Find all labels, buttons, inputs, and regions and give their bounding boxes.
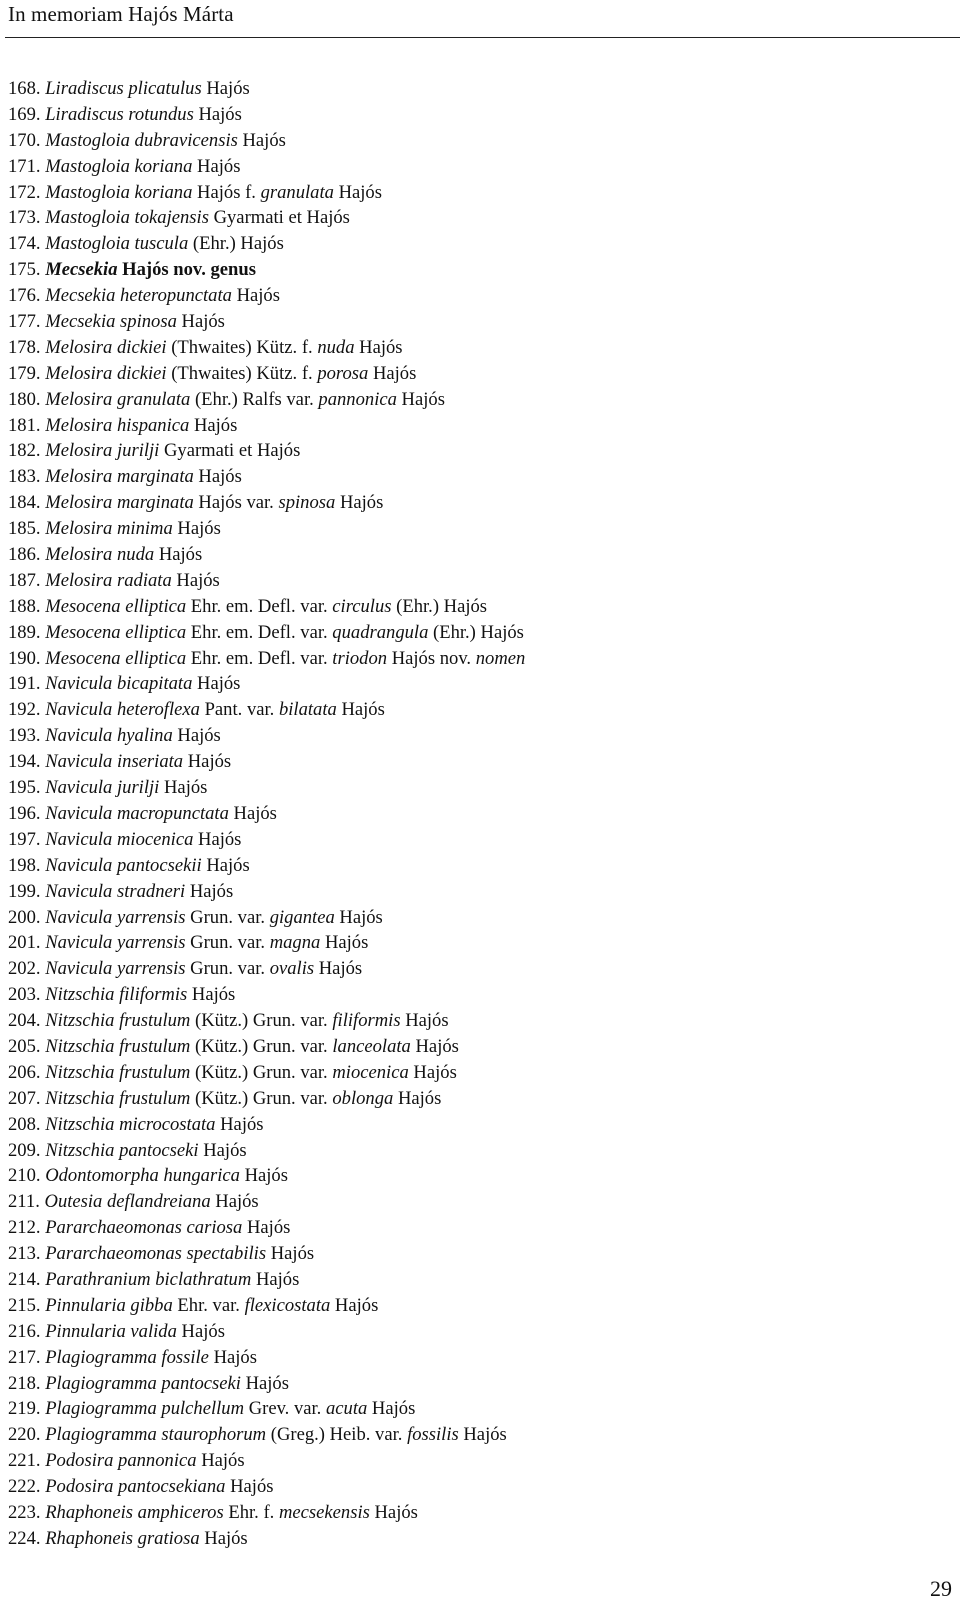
authority-text: Hajós [330, 1294, 379, 1316]
entry-number: 188. [8, 595, 41, 617]
list-item [8, 1396, 525, 1422]
list-item [8, 542, 525, 568]
authority-text: Hajós [237, 129, 286, 151]
authority-text: Hajós [354, 336, 403, 358]
authority-text: Hajós [320, 932, 369, 954]
taxon-name: bilatata [278, 699, 337, 721]
taxon-name: Mastogloia koriana [45, 155, 193, 177]
entry-number: 176. [8, 285, 41, 307]
authority-text: Ehr. var. [172, 1294, 245, 1316]
list-item [8, 801, 525, 827]
list-item [8, 646, 525, 672]
list-item [8, 879, 525, 905]
taxon-name: spinosa [278, 492, 336, 514]
authority-text: Gyarmati et Hajós [208, 207, 350, 229]
authority-text: (Greg.) Heib. var. [266, 1424, 408, 1446]
authority-text: (Thwaites) Kütz. f. [166, 362, 318, 384]
entry-number: 203. [8, 984, 41, 1006]
list-item [8, 1112, 525, 1138]
taxon-name: Pinnularia valida [45, 1320, 177, 1342]
authority-text: (Thwaites) Kütz. f. [166, 336, 318, 358]
authority-text: Hajós [367, 1398, 416, 1420]
entry-number: 182. [8, 440, 41, 462]
taxon-name: Navicula yarrensis [45, 958, 186, 980]
list-item [8, 413, 525, 439]
list-item [8, 102, 525, 128]
list-item [8, 827, 525, 853]
authority-text: Hajós [334, 906, 383, 928]
authority-text: (Ehr.) Hajós [188, 233, 284, 255]
taxon-name: Rhaphoneis gratiosa [45, 1527, 200, 1549]
authority-text: Hajós nov. genus [117, 259, 256, 281]
taxon-name: Mastogloia dubravicensis [45, 129, 238, 151]
taxon-name: Melosira jurilji [45, 440, 160, 462]
taxon-name: Podosira pannonica [45, 1450, 197, 1472]
list-item [8, 1267, 525, 1293]
authority-text: (Kütz.) Grun. var. [190, 1035, 333, 1057]
entry-number: 189. [8, 621, 41, 643]
authority-text: Grev. var. [244, 1398, 326, 1420]
entry-number: 208. [8, 1113, 41, 1135]
entry-number: 195. [8, 777, 41, 799]
list-item [8, 1500, 525, 1526]
authority-text: Ehr. f. [223, 1501, 279, 1523]
list-item [8, 1345, 525, 1371]
taxon-name: Melosira dickiei [45, 336, 167, 358]
list-item [8, 257, 525, 283]
authority-text: Hajós [198, 1139, 247, 1161]
list-item [8, 697, 525, 723]
entry-number: 180. [8, 388, 41, 410]
authority-text: Hajós [192, 155, 241, 177]
list-item [8, 1086, 525, 1112]
authority-text: Hajós [176, 311, 225, 333]
taxon-name: Mecsekia spinosa [45, 311, 177, 333]
taxon-name: Plagiogramma fossile [45, 1346, 209, 1368]
entry-number: 217. [8, 1346, 41, 1368]
entry-number: 179. [8, 362, 41, 384]
list-item [8, 1163, 525, 1189]
authority-text: Hajós [171, 569, 220, 591]
authority-text: Hajós [336, 699, 385, 721]
entry-number: 175. [8, 259, 41, 281]
taxon-name: acuta [325, 1398, 368, 1420]
taxon-name: Mesocena elliptica [45, 647, 187, 669]
taxon-name: Mastogloia koriana [45, 181, 193, 203]
list-item [8, 464, 525, 490]
entry-number: 211. [8, 1191, 40, 1213]
taxon-name: Liradiscus rotundus [45, 103, 194, 125]
taxon-name: magna [269, 932, 321, 954]
list-item [8, 387, 525, 413]
list-item [8, 309, 525, 335]
list-item [8, 490, 525, 516]
taxon-name: Rhaphoneis amphiceros [45, 1501, 224, 1523]
entry-number: 177. [8, 311, 41, 333]
taxon-name: Mastogloia tuscula [45, 233, 189, 255]
list-item [8, 154, 525, 180]
authority-text: (Kütz.) Grun. var. [190, 1087, 333, 1109]
taxa-list [8, 76, 525, 1552]
list-item [8, 231, 525, 257]
taxon-name: quadrangula [332, 621, 429, 643]
list-item [8, 335, 525, 361]
list-item [8, 1060, 525, 1086]
authority-text: (Ehr.) Ralfs var. [190, 388, 319, 410]
entry-number: 219. [8, 1398, 41, 1420]
list-item [8, 1189, 525, 1215]
header-rule [5, 37, 960, 38]
taxon-name: Mesocena elliptica [45, 621, 187, 643]
list-item [8, 361, 525, 387]
authority-text: Hajós [266, 1243, 315, 1265]
running-head: In memoriam Hajós Márta [8, 2, 234, 26]
authority-text: Hajós [183, 751, 232, 773]
taxon-name: Melosira minima [45, 518, 173, 540]
authority-text: Grun. var. [185, 906, 270, 928]
authority-text: Hajós [208, 1346, 257, 1368]
entry-number: 174. [8, 233, 41, 255]
list-item [8, 1215, 525, 1241]
entry-number: 183. [8, 466, 41, 488]
list-item [8, 905, 525, 931]
list-item [8, 723, 525, 749]
entry-number: 216. [8, 1320, 41, 1342]
taxon-name: Pararchaeomonas cariosa [45, 1217, 243, 1239]
authority-text: Gyarmati et Hajós [159, 440, 301, 462]
authority-text: Hajós [193, 466, 242, 488]
entry-number: 200. [8, 906, 41, 928]
taxon-name: Melosira marginata [45, 466, 194, 488]
list-item [8, 1448, 525, 1474]
taxon-name: Navicula yarrensis [45, 906, 186, 928]
entry-number: 214. [8, 1268, 41, 1290]
list-item [8, 594, 525, 620]
authority-text: Hajós [240, 1372, 289, 1394]
taxon-name: Odontomorpha hungarica [45, 1165, 240, 1187]
taxon-name: Pararchaeomonas spectabilis [45, 1243, 267, 1265]
taxon-name: Navicula inseriata [45, 751, 184, 773]
taxon-name: Melosira nuda [45, 544, 155, 566]
taxon-name: Melosira hispanica [45, 414, 190, 436]
authority-text: Hajós [172, 725, 221, 747]
entry-number: 173. [8, 207, 41, 229]
entry-number: 184. [8, 492, 41, 514]
list-item [8, 568, 525, 594]
list-item [8, 1293, 525, 1319]
authority-text: Hajós [193, 103, 242, 125]
authority-text: Hajós [393, 1087, 442, 1109]
authority-text: (Ehr.) Hajós [428, 621, 524, 643]
taxon-name: Plagiogramma staurophorum [45, 1424, 267, 1446]
taxon-name: ovalis [269, 958, 315, 980]
entry-number: 168. [8, 78, 41, 99]
authority-text: Hajós [369, 1501, 418, 1523]
taxon-name: Pinnularia gibba [45, 1294, 173, 1316]
entry-number: 201. [8, 932, 41, 954]
taxon-name: Navicula hyalina [45, 725, 173, 747]
authority-text: Hajós [458, 1424, 507, 1446]
entry-number: 198. [8, 854, 41, 876]
taxon-name: Nitzschia frustulum [45, 1087, 191, 1109]
authority-text: Hajós [242, 1217, 291, 1239]
taxon-name: Navicula bicapitata [45, 673, 193, 695]
taxon-name: triodon [332, 647, 388, 669]
authority-text: Ehr. em. Defl. var. [186, 647, 333, 669]
authority-text: Hajós [239, 1165, 288, 1187]
entry-number: 220. [8, 1424, 41, 1446]
entry-number: 196. [8, 802, 41, 824]
taxon-name: nomen [475, 647, 526, 669]
list-item [8, 205, 525, 231]
authority-text: Hajós [410, 1035, 459, 1057]
taxon-name: mecsekensis [278, 1501, 370, 1523]
taxon-name: Navicula heteroflexa [45, 699, 200, 721]
authority-text: Grun. var. [185, 958, 270, 980]
list-item [8, 1138, 525, 1164]
authority-text: Hajós [154, 544, 203, 566]
authority-text: Hajós [159, 777, 208, 799]
list-item [8, 1422, 525, 1448]
authority-text: Hajós [228, 802, 277, 824]
authority-text: Hajós [333, 181, 382, 203]
taxon-name: Nitzschia filiformis [45, 984, 188, 1006]
authority-text: Hajós [231, 285, 280, 307]
entry-number: 172. [8, 181, 41, 203]
list-item [8, 438, 525, 464]
authority-text: Hajós [400, 1010, 449, 1032]
authority-text: Grun. var. [185, 932, 270, 954]
taxon-name: Navicula jurilji [45, 777, 160, 799]
authority-text: Ehr. em. Defl. var. [186, 621, 333, 643]
authority-text: Hajós [314, 958, 363, 980]
taxon-name: Melosira radiata [45, 569, 172, 591]
authority-text: Hajós [396, 388, 445, 410]
authority-text: Pant. var. [199, 699, 279, 721]
taxon-name: nuda [317, 336, 355, 358]
taxon-name: flexicostata [244, 1294, 331, 1316]
authority-text: Hajós nov. [387, 647, 476, 669]
taxon-name: fossilis [407, 1424, 459, 1446]
taxon-name: gigantea [269, 906, 335, 928]
authority-text: Hajós [193, 828, 242, 850]
taxon-name: Nitzschia frustulum [45, 1010, 191, 1032]
entry-number: 221. [8, 1450, 41, 1472]
authority-text: Ehr. em. Defl. var. [186, 595, 333, 617]
taxon-name: Podosira pantocsekiana [45, 1476, 226, 1498]
list-item [8, 930, 525, 956]
list-item [8, 180, 525, 206]
entry-number: 215. [8, 1294, 41, 1316]
taxon-name: Navicula stradneri [45, 880, 186, 902]
list-item [8, 1526, 525, 1552]
taxon-name: granulata [260, 181, 334, 203]
authority-text: Hajós [176, 1320, 225, 1342]
entry-number: 178. [8, 336, 41, 358]
entry-number: 209. [8, 1139, 41, 1161]
entry-number: 204. [8, 1010, 41, 1032]
taxon-name: Outesia deflandreiana [44, 1191, 211, 1213]
authority-text: Hajós [185, 880, 234, 902]
authority-text: Hajós [189, 414, 238, 436]
entry-number: 190. [8, 647, 41, 669]
taxon-name: Navicula macropunctata [45, 802, 229, 824]
taxon-name: Navicula pantocsekii [45, 854, 202, 876]
taxon-name: Nitzschia frustulum [45, 1061, 191, 1083]
list-item [8, 516, 525, 542]
authority-text: Hajós [408, 1061, 457, 1083]
entry-number: 202. [8, 958, 41, 980]
page-number: 29 [930, 1576, 952, 1601]
taxon-name: pannonica [318, 388, 397, 410]
entry-number: 185. [8, 518, 41, 540]
taxon-name: lanceolata [332, 1035, 411, 1057]
taxon-name: Nitzschia pantocseki [45, 1139, 199, 1161]
taxon-name: Plagiogramma pulchellum [45, 1398, 245, 1420]
list-item [8, 1474, 525, 1500]
entry-number: 218. [8, 1372, 41, 1394]
list-item [8, 853, 525, 879]
entry-number: 224. [8, 1527, 41, 1549]
authority-text: Hajós [201, 78, 250, 99]
authority-text: Hajós [251, 1268, 300, 1290]
taxon-name: Liradiscus plicatulus [45, 78, 202, 99]
list-item [8, 956, 525, 982]
taxon-name: filiformis [332, 1010, 401, 1032]
list-item [8, 1034, 525, 1060]
taxon-name: Navicula miocenica [45, 828, 194, 850]
authority-text: Hajós [187, 984, 236, 1006]
entry-number: 223. [8, 1501, 41, 1523]
list-item [8, 1241, 525, 1267]
authority-text: Hajós [368, 362, 417, 384]
entry-number: 186. [8, 544, 41, 566]
list-item [8, 671, 525, 697]
entry-number: 213. [8, 1243, 41, 1265]
taxon-name: Parathranium biclathratum [45, 1268, 252, 1290]
list-item [8, 620, 525, 646]
entry-number: 169. [8, 103, 41, 125]
authority-text: Hajós [192, 673, 241, 695]
entry-number: 170. [8, 129, 41, 151]
taxon-name: oblonga [332, 1087, 394, 1109]
authority-text: Hajós [172, 518, 221, 540]
taxon-name: Mastogloia tokajensis [45, 207, 209, 229]
taxon-name: miocenica [332, 1061, 409, 1083]
authority-text: Hajós [199, 1527, 248, 1549]
taxon-name: Navicula yarrensis [45, 932, 186, 954]
authority-text: (Ehr.) Hajós [391, 595, 488, 617]
authority-text: Hajós [215, 1113, 264, 1135]
entry-number: 194. [8, 751, 41, 773]
list-item [8, 749, 525, 775]
taxon-name: Melosira granulata [45, 388, 191, 410]
authority-text: Hajós [335, 492, 384, 514]
taxon-name: Nitzschia frustulum [45, 1035, 191, 1057]
authority-text: (Kütz.) Grun. var. [190, 1010, 333, 1032]
entry-number: 191. [8, 673, 41, 695]
entry-number: 187. [8, 569, 41, 591]
taxon-name: Mecsekia heteropunctata [45, 285, 232, 307]
entry-number: 207. [8, 1087, 41, 1109]
taxon-name: Melosira dickiei [45, 362, 167, 384]
taxon-name: Nitzschia microcostata [45, 1113, 216, 1135]
authority-text: Hajós [210, 1191, 259, 1213]
entry-number: 193. [8, 725, 41, 747]
list-item [8, 775, 525, 801]
entry-number: 181. [8, 414, 41, 436]
authority-text: Hajós f. [192, 181, 261, 203]
taxon-name: Mesocena elliptica [45, 595, 187, 617]
taxon-name: porosa [317, 362, 369, 384]
entry-number: 192. [8, 699, 41, 721]
list-item [8, 76, 525, 102]
taxon-name: Melosira marginata [45, 492, 194, 514]
authority-text: (Kütz.) Grun. var. [190, 1061, 333, 1083]
taxon-name: Plagiogramma pantocseki [45, 1372, 241, 1394]
list-item [8, 128, 525, 154]
authority-text: Hajós [225, 1476, 274, 1498]
list-item [8, 1371, 525, 1397]
entry-number: 197. [8, 828, 41, 850]
entry-number: 212. [8, 1217, 41, 1239]
authority-text: Hajós [196, 1450, 245, 1472]
list-item [8, 982, 525, 1008]
entry-number: 205. [8, 1035, 41, 1057]
authority-text: Hajós var. [193, 492, 279, 514]
authority-text: Hajós [201, 854, 250, 876]
entry-number: 171. [8, 155, 41, 177]
entry-number: 206. [8, 1061, 41, 1083]
list-item [8, 1008, 525, 1034]
list-item [8, 283, 525, 309]
entry-number: 222. [8, 1476, 41, 1498]
entry-number: 210. [8, 1165, 41, 1187]
taxon-name: Mecsekia [45, 259, 118, 281]
taxon-name: circulus [332, 595, 392, 617]
entry-number: 199. [8, 880, 41, 902]
list-item [8, 1319, 525, 1345]
